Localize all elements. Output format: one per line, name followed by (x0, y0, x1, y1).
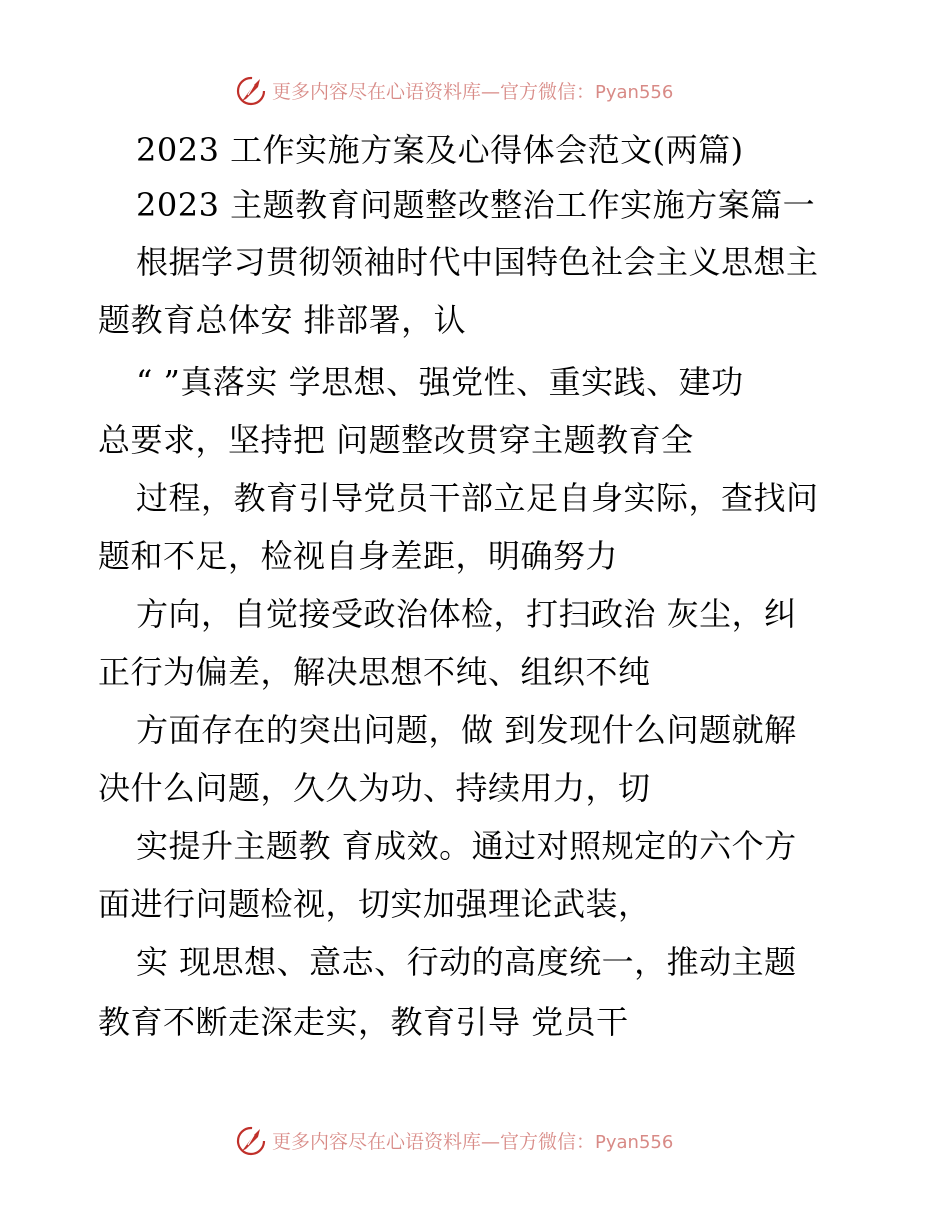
paragraph-line: 根据学习贯彻领袖时代中国特色社会主义思想主 (136, 243, 819, 281)
quill-logo-icon (234, 73, 268, 107)
paragraph-line: “ ”真落实 学思想、强党性、重实践、建功 (136, 363, 744, 401)
paragraph-line: 实提升主题教 育成效。通过对照规定的六个方 (136, 827, 797, 865)
paragraph-line: 正行为偏差，解决思想不纯、组织不纯 (98, 653, 651, 691)
paragraph-line: 题教育总体安 排部署，认 (98, 301, 467, 339)
paragraph-line: 过程，教育引导党员干部立足自身实际，查找问 (136, 479, 819, 517)
watermark-text: 更多内容尽在心语资料库—官方微信：Pyan556 (272, 80, 674, 103)
document-title: 2023 工作实施方案及心得体会范文(两篇) (136, 131, 744, 169)
paragraph-line: 方面存在的突出问题，做 到发现什么问题就解 (136, 711, 797, 749)
watermark-text: 更多内容尽在心语资料库—官方微信：Pyan556 (272, 1130, 674, 1153)
paragraph-line: 面进行问题检视，切实加强理论武装， (98, 885, 651, 923)
quill-logo-icon (234, 1123, 268, 1157)
paragraph-line: 决什么问题，久久为功、持续用力，切 (98, 769, 651, 807)
header-watermark (234, 72, 673, 108)
paragraph-line: 题和不足，检视自身差距，明确努力 (98, 537, 619, 575)
paragraph-line: 教育不断走深走实，教育引导 党员干 (98, 1003, 629, 1041)
section-heading: 2023 主题教育问题整改整治工作实施方案篇一 (136, 186, 816, 224)
paragraph-line: 总要求，坚持把 问题整改贯穿主题教育全 (98, 421, 694, 459)
paragraph-line: 实 现思想、意志、行动的高度统一，推动主题 (136, 943, 797, 981)
paragraph-line: 方向，自觉接受政治体检，打扫政治 灰尘，纠 (136, 595, 797, 633)
footer-watermark (234, 1122, 673, 1158)
